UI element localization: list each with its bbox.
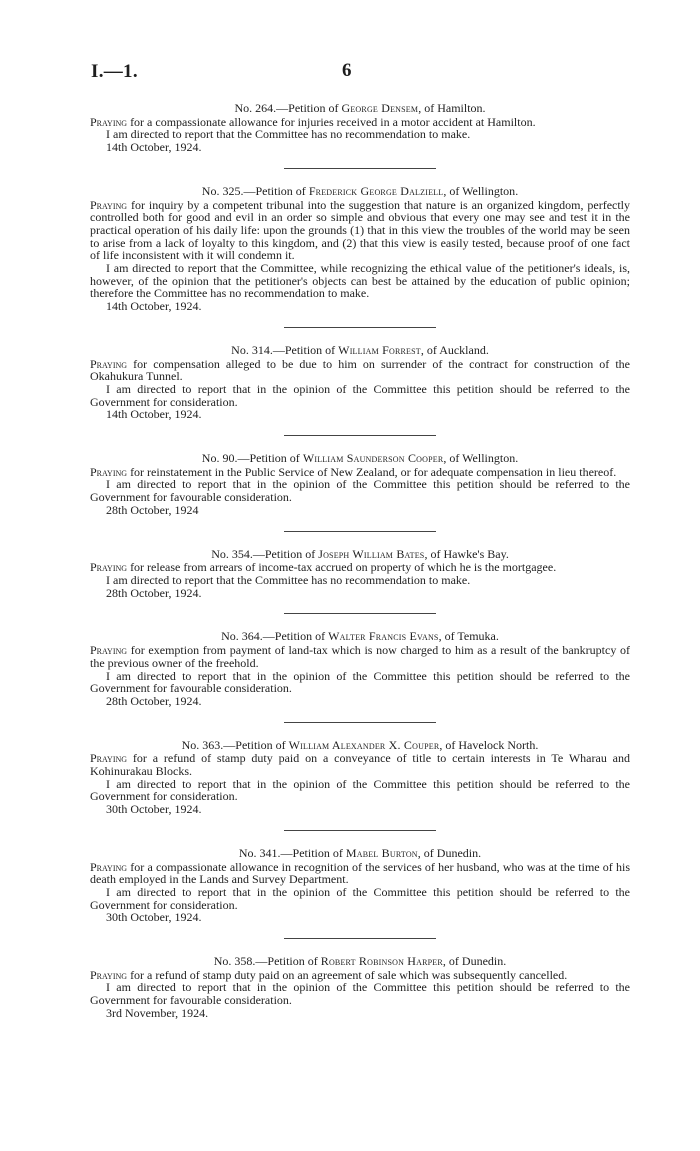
petition-number: No. 341. [238, 845, 281, 860]
petition-of-label: —Petition of [243, 183, 306, 198]
petition-number: No. 358. [213, 954, 256, 969]
petition-of-label: —Petition of [237, 451, 300, 466]
praying-paragraph [90, 861, 630, 886]
petitioner-place: Temuka [457, 629, 496, 644]
praying-word: Praying [90, 967, 128, 982]
petitioner-name: Mabel Burton [345, 845, 418, 860]
petitioner-place: Havelock North [458, 737, 536, 752]
petitioner-place: Dunedin [436, 845, 479, 860]
committee-report: I am directed to report that the Committee, while recognizing the ethical value of the petitioner's ideals, is, however, of the opinion that the petitioner's objects can best be attained by the education of public opinion; therefore the Committee has no recommendation to make. [90, 261, 630, 301]
committee-report: I am directed to report that the Committee has no recommendation to make. [106, 127, 471, 142]
praying-word: Praying [90, 859, 128, 874]
praying-text: for a compassionate allowance in recognition of the services of her husband, who was at the time of his death employed in the Lands and Survey Department. [90, 859, 631, 887]
committee-report: I am directed to report that the Committee has no recommendation to make. [106, 572, 471, 587]
page-number: 6 [342, 60, 352, 81]
report-date: 30th October, 1924. [106, 910, 202, 925]
section-divider [284, 830, 436, 831]
petition-of-label: —Petition of [262, 629, 326, 644]
praying-paragraph [90, 644, 630, 669]
praying-text: for a refund of stamp duty paid on a conveyance of title to certain interests in Te Wharau and Kohinurakau Blocks. [90, 751, 630, 779]
praying-word: Praying [90, 356, 128, 371]
petitioner-name: Joseph William Bates [318, 546, 425, 561]
praying-word: Praying [90, 114, 128, 129]
petition-354 [90, 548, 630, 600]
praying-word: Praying [90, 751, 128, 766]
report-date: 3rd November, 1924. [106, 1005, 209, 1020]
petition-264 [90, 102, 630, 154]
petition-364 [90, 630, 630, 707]
praying-word: Praying [90, 464, 128, 479]
petition-of-label: —Petition of [276, 101, 339, 115]
petition-314 [90, 344, 630, 421]
petition-number: No. 314. [231, 342, 273, 357]
section-divider [284, 722, 436, 723]
petition-of-label: —Petition of [223, 737, 286, 752]
praying-text: for release from arrears of income-tax accrued on property of which he is the mortgagee. [130, 560, 557, 575]
petitioner-place: Hamilton [437, 101, 483, 115]
petitioner-place: Wellington [462, 183, 516, 198]
praying-word: Praying [90, 560, 128, 575]
section-divider [284, 531, 436, 532]
report-date: 14th October, 1924. [106, 407, 202, 422]
petition-title: No. 341.—Petition of Mabel Burton, of Dunedin. [238, 845, 482, 860]
praying-paragraph [90, 752, 630, 777]
committee-report: I am directed to report that in the opinion of the Committee this petition should be referred to the Government for favourable consideration. [90, 477, 630, 505]
petition-title: No. 358.—Petition of Robert Robinson Harper, of Dunedin. [213, 954, 507, 969]
of-label: , of [420, 342, 437, 357]
report-date: 28th October, 1924. [106, 693, 202, 708]
of-label: , of [439, 737, 456, 752]
of-label: , of [417, 845, 434, 860]
section-divider [284, 938, 436, 939]
praying-text: for inquiry by a competent tribunal into the suggestion that nature is an organized kingdom, perfectly controlled both for good and evil in an order so simple and obvious that every one may see and test it in the practical operation of his daily life: upon the grounds (1) that in this view the troubles of the world may be seen to arise from a lack of loyalty to this kingdom, and (2) that this view is easily tested, because proof of one fact of life inconsistent with it will condemn it. [90, 197, 631, 263]
of-label: , of [418, 101, 435, 115]
petition-title: No. 314.—Petition of William Forrest, of Auckland. [231, 342, 489, 357]
petition-of-label: —Petition of [272, 342, 336, 357]
petitioner-name: George Densem [341, 101, 419, 115]
petition-363 [90, 739, 630, 816]
petition-number: No. 364. [221, 629, 263, 644]
petition-title: No. 264.—Petition of George Densem, of Hamilton. [234, 101, 486, 115]
petition-90 [90, 452, 630, 517]
of-label: , of [443, 451, 460, 466]
report-date: 14th October, 1924. [106, 299, 202, 314]
praying-paragraph [90, 199, 630, 263]
petition-title: No. 354.—Petition of Joseph William Bates, of Hawke's Bay. [211, 546, 509, 561]
praying-paragraph [90, 358, 630, 383]
petitioner-name: William Alexander X. Couper [288, 737, 440, 752]
report-date: 28th October, 1924 [106, 502, 199, 517]
petitioner-place: Auckland [439, 342, 486, 357]
petition-title: No. 364.—Petition of Walter Francis Evans, of Temuka. [221, 629, 499, 644]
committee-report: I am directed to report that in the opinion of the Committee this petition should be referred to the Government for consideration. [90, 776, 630, 804]
petition-358 [90, 955, 630, 1020]
report-date: 30th October, 1924. [106, 802, 202, 817]
petitioner-place: Wellington [462, 451, 516, 466]
petitioner-place: Dunedin [461, 954, 504, 969]
petition-number: No. 363. [181, 737, 224, 752]
of-label: , of [438, 629, 455, 644]
committee-report: I am directed to report that in the opinion of the Committee this petition should be referred to the Government for consideration. [90, 381, 630, 409]
section-divider [284, 327, 436, 328]
petition-of-label: —Petition of [280, 845, 343, 860]
report-date: 14th October, 1924. [106, 140, 202, 155]
petitions-list [90, 102, 630, 1020]
petitioner-name: Robert Robinson Harper [320, 954, 443, 969]
committee-report: I am directed to report that in the opinion of the Committee this petition should be referred to the Government for consideration. [90, 884, 630, 912]
petition-number: No. 90. [201, 451, 238, 466]
praying-word: Praying [90, 197, 128, 212]
petition-title: No. 90.—Petition of William Saunderson Cooper, of Wellington. [201, 451, 519, 466]
praying-text: for a compassionate allowance for injuries received in a motor accident at Hamilton. [130, 114, 536, 129]
of-label: , of [442, 954, 459, 969]
praying-text: for a refund of stamp duty paid on an agreement of sale which was subsequently cancelled. [130, 967, 568, 982]
page-header [0, 0, 700, 110]
petition-number: No. 354. [211, 546, 253, 561]
petition-number: No. 264. [234, 101, 277, 115]
petitioner-name: Walter Francis Evans [328, 629, 439, 644]
section-divider [284, 613, 436, 614]
petition-341 [90, 847, 630, 924]
praying-text: for exemption from payment of land-tax which is now charged to him as a result of the bankruptcy of the previous owner of the freehold. [90, 643, 630, 670]
petitioner-name: Frederick George Dalziell [308, 183, 444, 198]
petitioner-name: William Forrest [338, 342, 421, 357]
of-label: , of [443, 183, 460, 198]
praying-text: for reinstatement in the Public Service of New Zealand, or for adequate compensation in lieu thereof. [130, 464, 617, 479]
of-label: , of [424, 546, 441, 561]
committee-report: I am directed to report that in the opinion of the Committee this petition should be referred to the Government for favourable consideration. [90, 980, 630, 1008]
committee-report: I am directed to report that in the opinion of the Committee this petition should be referred to the Government for favourable consideration. [90, 668, 630, 696]
praying-word: Praying [90, 643, 128, 658]
document-reference: I.—1. [91, 61, 138, 82]
petition-number: No. 325. [201, 183, 244, 198]
report-date: 28th October, 1924. [106, 585, 202, 600]
praying-text: for compensation alleged to be due to him on surrender of the contract for construction of the Okahukura Tunnel. [90, 356, 631, 384]
petition-of-label: —Petition of [252, 546, 316, 561]
petition-of-label: —Petition of [255, 954, 318, 969]
petition-title: No. 325.—Petition of Frederick George Dalziell, of Wellington. [201, 183, 519, 198]
petitioner-place: Hawke's Bay [443, 546, 506, 561]
petition-325 [90, 185, 630, 313]
section-divider [284, 168, 436, 169]
section-divider [284, 435, 436, 436]
petition-title: No. 363.—Petition of William Alexander X. Couper, of Havelock North. [181, 737, 539, 752]
petitioner-name: William Saunderson Cooper [302, 451, 444, 466]
